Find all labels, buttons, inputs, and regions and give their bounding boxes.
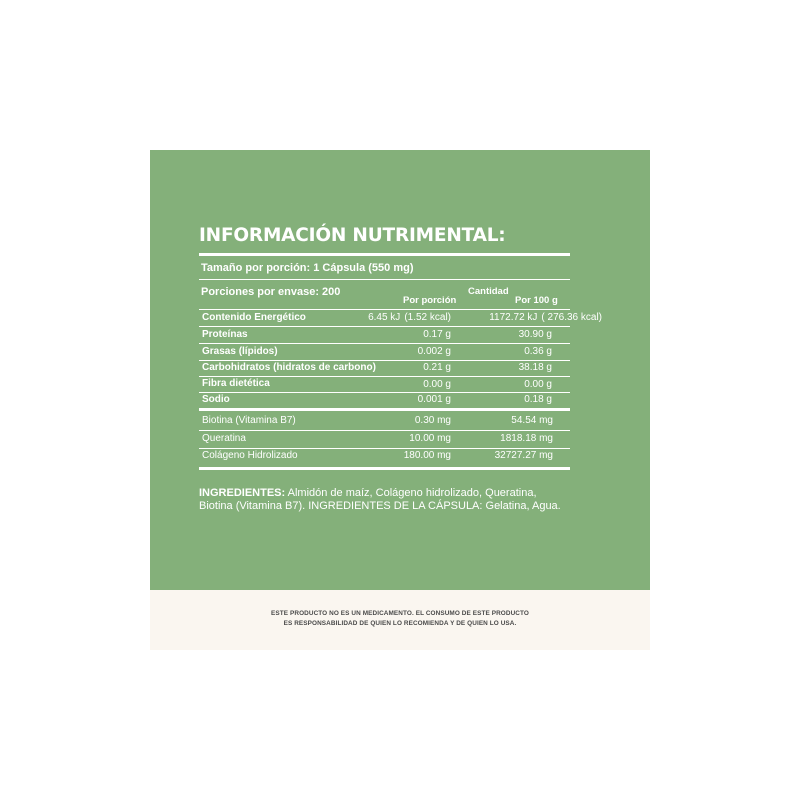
nutrient-per-100g: 0.36 g [524, 346, 552, 357]
disclaimer-line-1: ESTE PRODUCTO NO ES UN MEDICAMENTO. EL CONSUMO DE ESTE PRODUCTO [271, 610, 529, 617]
ingredients-text [199, 487, 599, 513]
row-divider [199, 392, 570, 393]
nutrient-per-serving: 0.002 g [417, 346, 451, 357]
active-label: Queratina [202, 433, 246, 444]
active-per-100g: 32727.27 mg [494, 450, 553, 461]
row-divider [199, 376, 570, 377]
column-header-per-100g: Por 100 g [515, 295, 558, 306]
serving-divider [199, 279, 570, 280]
nutrient-per-100g: 0.00 g [524, 379, 552, 390]
nutrient-per-serving: 0.21 g [423, 362, 451, 373]
active-per-100g: 54.54 mg [511, 415, 553, 426]
disclaimer-footer [150, 590, 650, 650]
active-per-serving: 0.30 mg [414, 415, 451, 426]
nutrient-label: Carbohidratos (hidratos de carbono) [202, 362, 376, 373]
nutrition-panel [150, 150, 650, 590]
row-divider [199, 326, 570, 327]
energy-kcal-per-serving: (1.52 kcal) [404, 312, 451, 323]
nutrient-label: Contenido Energético [202, 312, 306, 323]
section-divider [199, 408, 570, 411]
active-per-100g: 1818.18 mg [500, 433, 553, 444]
energy-kcal-per-100g: ( 276.36 kcal) [541, 312, 602, 323]
nutrient-per-serving [368, 312, 451, 324]
disclaimer-line-2: ES RESPONSABILIDAD DE QUIEN LO RECOMIENDA Y DE QUIEN LO USA. [283, 620, 517, 627]
table-bottom-divider [199, 467, 570, 470]
column-header-per-serving: Por porción [403, 295, 457, 306]
nutrient-label: Proteínas [202, 329, 248, 340]
ingredients-line-1: Almidón de maíz, Colágeno hidrolizado, Queratina, [285, 487, 537, 499]
nutrient-label: Sodio [202, 394, 230, 405]
panel-title: INFORMACIÓN NUTRIMENTAL: [199, 225, 506, 246]
column-header-amount: Cantidad [468, 286, 509, 297]
row-divider [199, 343, 570, 344]
nutrient-per-100g: 30.90 g [518, 329, 552, 340]
header-divider [199, 309, 570, 310]
row-divider [199, 430, 570, 431]
ingredients-line-2: Biotina (Vitamina B7). INGREDIENTES DE LA CÁPSULA: Gelatina, Agua. [199, 500, 561, 512]
active-label: Biotina (Vitamina B7) [202, 415, 296, 426]
active-per-serving: 180.00 mg [403, 450, 451, 461]
active-per-serving: 10.00 mg [409, 433, 451, 444]
servings-per-container: Porciones por envase: 200 [201, 286, 341, 298]
row-divider [199, 360, 570, 361]
nutrient-per-serving: 0.17 g [423, 329, 451, 340]
active-label: Colágeno Hidrolizado [202, 450, 298, 461]
nutrient-per-serving: 0.001 g [417, 394, 451, 405]
title-divider [199, 253, 570, 256]
row-divider [199, 448, 570, 449]
nutrient-per-100g: 38.18 g [518, 362, 552, 373]
nutrient-per-100g: 0.18 g [524, 394, 552, 405]
ingredients-heading: INGREDIENTES: [199, 487, 286, 499]
nutrient-label: Grasas (lípidos) [202, 346, 278, 357]
energy-kj-per-serving: 6.45 kJ [368, 312, 401, 323]
nutrient-per-serving: 0.00 g [423, 379, 451, 390]
serving-size: Tamaño por porción: 1 Cápsula (550 mg) [201, 262, 414, 274]
nutrient-label: Fibra dietética [202, 378, 270, 389]
nutrient-per-100g [489, 312, 602, 324]
energy-kj-per-100g: 1172.72 kJ [489, 312, 538, 323]
